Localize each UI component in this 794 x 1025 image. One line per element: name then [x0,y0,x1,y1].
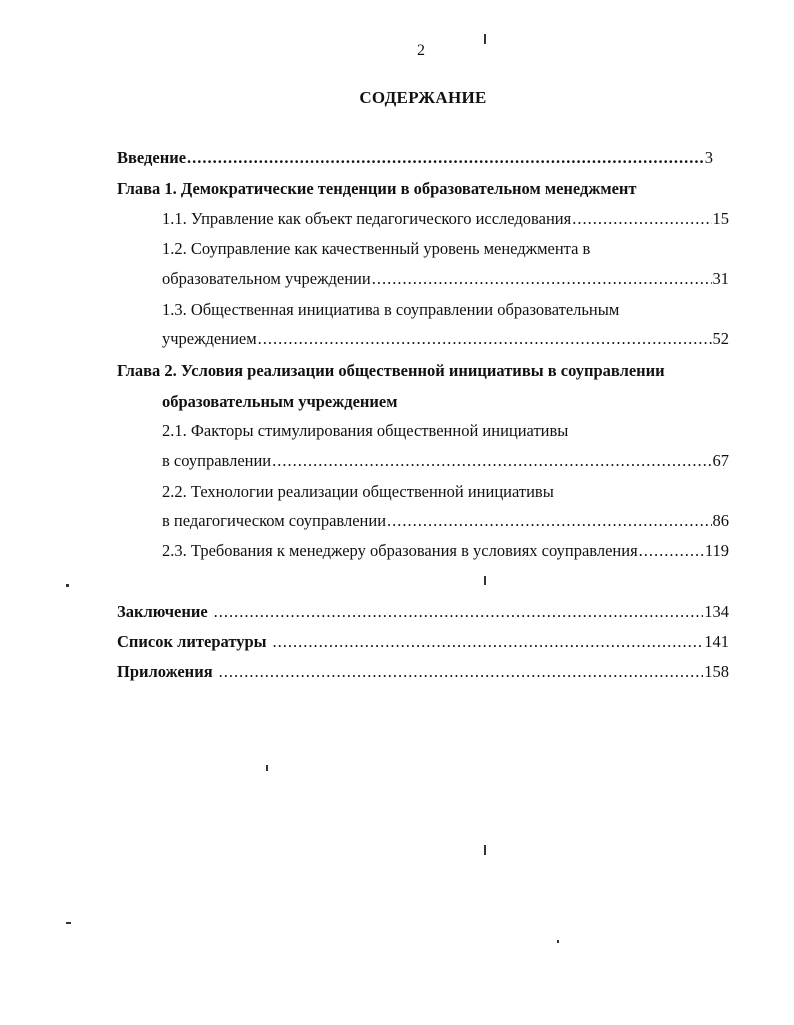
toc-entry-label: учреждением [162,329,257,348]
page-title: СОДЕРЖАНИЕ [359,88,487,107]
toc-chapter-1-title[interactable]: Глава 1. Демократические тенденции в образовательном менеджмент [117,179,637,198]
toc-entry-label: образовательном учреждении [162,269,371,288]
toc-chapter-2-title-line2[interactable]: образовательным учреждением [162,392,398,411]
toc-entry-label: Приложения [117,662,213,681]
toc-leader-dots [272,451,711,471]
toc-entry-2-3[interactable] [162,541,729,561]
toc-leader-dots [258,329,712,349]
toc-entry-page: 86 [712,511,729,530]
toc-entry-label: в соуправлении [162,451,272,470]
toc-entry-label: Введение [117,148,187,167]
toc-entry-appendices[interactable] [117,662,729,682]
toc-entry-page: 31 [712,269,729,288]
page-number: 2 [417,42,425,59]
toc-leader-dots [187,148,704,168]
toc-leader-dots [219,662,704,682]
toc-leader-dots [639,541,704,561]
scan-speck [266,765,268,771]
toc-leader-dots [214,602,704,622]
toc-entry-page: 119 [704,541,729,560]
toc-entry-1-1[interactable] [162,209,729,229]
toc-leader-dots [387,511,711,531]
toc-entry-label: 1.1. Управление как объект педагогического исследования [162,209,572,228]
toc-chapter-2-title-line1[interactable]: Глава 2. Условия реализации общественной инициативы в соуправлении [117,361,665,380]
toc-entry-page: 15 [712,209,729,228]
toc-entry-conclusion[interactable] [117,602,729,622]
toc-entry-references[interactable] [117,632,729,652]
toc-leader-dots [273,632,704,652]
toc-leader-dots [572,209,711,229]
scan-speck [484,34,486,44]
scan-speck [484,576,486,585]
toc-entry-1-2[interactable] [162,269,729,289]
scan-speck [557,940,559,943]
scan-speck [484,845,486,855]
scan-speck [66,584,69,587]
toc-entry-page: 52 [712,329,729,348]
toc-entry-1-3-line1[interactable]: 1.3. Общественная инициатива в соуправлении образовательным [162,300,620,319]
toc-entry-label: Список литературы [117,632,267,651]
toc-entry-label: Заключение [117,602,208,621]
toc-entry-page: 67 [712,451,729,470]
toc-entry-intro[interactable] [117,148,713,168]
toc-leader-dots [372,269,712,289]
toc-entry-label: 2.3. Требования к менеджеру образования в условиях соуправления [162,541,638,560]
scan-speck [66,922,71,924]
toc-entry-page: 158 [704,662,729,681]
toc-entry-2-2[interactable] [162,511,729,531]
toc-entry-page: 3 [704,148,713,167]
toc-entry-label: в педагогическом соуправлении [162,511,387,530]
toc-entry-2-1[interactable] [162,451,729,471]
toc-entry-page: 141 [704,632,729,651]
toc-entry-2-1-line1[interactable]: 2.1. Факторы стимулирования общественной инициативы [162,421,569,440]
toc-entry-2-2-line1[interactable]: 2.2. Технологии реализации общественной инициативы [162,482,554,501]
toc-entry-1-2-line1[interactable]: 1.2. Соуправление как качественный уровень менеджмента в [162,239,591,258]
toc-entry-1-3[interactable] [162,329,729,349]
toc-entry-page: 134 [704,602,729,621]
